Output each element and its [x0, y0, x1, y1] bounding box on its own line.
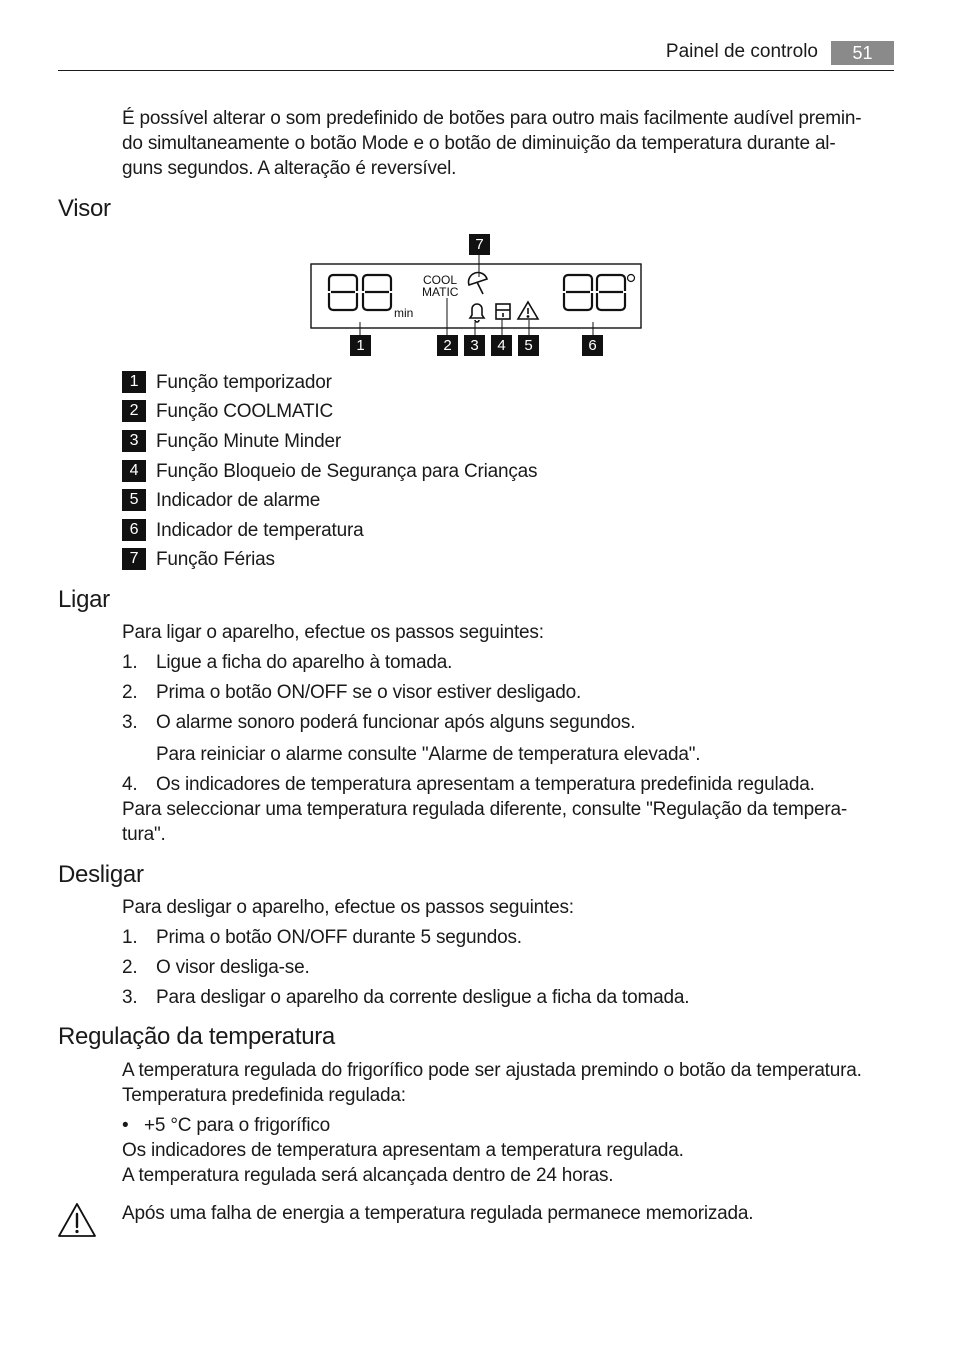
step-text: O visor desliga-se.	[156, 957, 310, 978]
bell-icon	[470, 304, 484, 322]
regulacao-line: A temperatura regulada do frigorífico pode ser ajustada premindo o botão da temperatura.	[122, 1060, 862, 1081]
legend-item	[122, 459, 537, 483]
regulacao-paragraph	[122, 1058, 912, 1108]
ligar-outro-line: Para seleccionar uma temperatura regulada diferente, consulte "Regulação da tempera-	[122, 799, 848, 820]
heading-visor: Visor	[58, 195, 111, 222]
right-digits	[564, 275, 625, 310]
callout-5: 5	[518, 335, 539, 356]
legend-label: Indicador de temperatura	[156, 519, 364, 541]
ligar-step	[122, 680, 581, 705]
legend-badge: 6	[122, 519, 146, 541]
degree-icon	[628, 275, 635, 282]
desligar-step	[122, 925, 522, 950]
ligar-outro	[122, 797, 902, 847]
warning-text: Após uma falha de energia a temperatura regulada permanece memorizada.	[122, 1203, 754, 1224]
step-text: Para reiniciar o alarme consulte "Alarme de temperatura elevada".	[156, 744, 701, 765]
unit-min: min	[394, 306, 414, 320]
intro-line: do simultaneamente o botão Mode e o botão de diminuição da temperatura durante al-	[122, 133, 836, 154]
legend-item	[122, 547, 275, 571]
callout-lines	[360, 255, 593, 335]
legend-badge: 5	[122, 489, 146, 511]
regulacao-after	[122, 1138, 912, 1188]
heading-regulacao: Regulação da temperatura	[58, 1023, 335, 1050]
intro-paragraph	[122, 106, 902, 181]
ligar-step	[122, 772, 815, 797]
step-number: 1.	[122, 927, 138, 948]
bullet-text: +5 °C para o frigorífico	[144, 1115, 331, 1136]
left-digits	[329, 275, 391, 310]
callout-2: 2	[437, 335, 458, 356]
regulacao-bullet	[122, 1113, 330, 1138]
ligar-step	[122, 710, 635, 735]
legend-label: Indicador de alarme	[156, 489, 321, 511]
callout-4: 4	[491, 335, 512, 356]
step-number: 4.	[122, 774, 138, 795]
step-text: O alarme sonoro poderá funcionar após alguns segundos.	[156, 712, 636, 733]
ligar-outro-line: tura".	[122, 824, 166, 845]
regulacao-line: Temperatura predefinida regulada:	[122, 1085, 406, 1106]
step-number: 3.	[122, 987, 138, 1008]
holiday-icon	[469, 273, 487, 294]
legend-item	[122, 370, 332, 394]
legend-badge: 2	[122, 400, 146, 422]
coolmatic-line1: COOL	[423, 273, 458, 287]
legend-label: Função Minute Minder	[156, 430, 342, 452]
ligar-step	[122, 650, 452, 675]
header-rule	[58, 70, 894, 71]
legend-badge: 3	[122, 430, 146, 452]
intro-line: É possível alterar o som predefinido de botões para outro mais facilmente audível premin-	[122, 108, 862, 129]
desligar-step	[122, 955, 310, 980]
display-diagram	[300, 230, 650, 360]
heading-ligar: Ligar	[58, 586, 110, 613]
warning-icon	[57, 1202, 97, 1238]
desligar-intro: Para desligar o aparelho, efectue os passos seguintes:	[122, 897, 574, 918]
alarm-warning-icon	[518, 302, 538, 319]
desligar-step	[122, 985, 689, 1010]
regulacao-after-line: A temperatura regulada será alcançada dentro de 24 horas.	[122, 1165, 614, 1186]
callout-1: 1	[350, 335, 371, 356]
legend-label: Função Férias	[156, 548, 275, 570]
legend-badge: 1	[122, 371, 146, 393]
page-number: 51	[831, 41, 894, 65]
coolmatic-line2: MATIC	[422, 285, 459, 299]
legend-item	[122, 399, 333, 423]
bullet-icon: •	[122, 1115, 129, 1136]
running-header-title: Painel de controlo	[665, 41, 818, 62]
child-lock-icon	[496, 304, 510, 319]
step-text: Para desligar o aparelho da corrente desligue a ficha da tomada.	[156, 987, 690, 1008]
step-number: 1.	[122, 652, 138, 673]
step-number: 2.	[122, 957, 138, 978]
regulacao-after-line: Os indicadores de temperatura apresentam a temperatura regulada.	[122, 1140, 684, 1161]
heading-desligar: Desligar	[58, 861, 144, 888]
legend-badge: 7	[122, 548, 146, 570]
legend-badge: 4	[122, 460, 146, 482]
step-text: Os indicadores de temperatura apresentam a temperatura predefinida regulada.	[156, 774, 815, 795]
ligar-step	[122, 742, 700, 767]
legend-label: Função COOLMATIC	[156, 400, 333, 422]
step-text: Prima o botão ON/OFF se o visor estiver desligado.	[156, 682, 582, 703]
ligar-intro: Para ligar o aparelho, efectue os passos seguintes:	[122, 622, 544, 643]
legend-label: Função Bloqueio de Segurança para Crianças	[156, 460, 538, 482]
callout-3: 3	[464, 335, 485, 356]
step-text: Prima o botão ON/OFF durante 5 segundos.	[156, 927, 522, 948]
step-number: 3.	[122, 712, 138, 733]
legend-item	[122, 518, 364, 542]
intro-line: guns segundos. A alteração é reversível.	[122, 158, 457, 179]
step-text: Ligue a ficha do aparelho à tomada.	[156, 652, 453, 673]
step-number: 2.	[122, 682, 138, 703]
callout-6: 6	[582, 335, 603, 356]
legend-item	[122, 429, 341, 453]
legend-label: Função temporizador	[156, 371, 332, 393]
legend-item	[122, 488, 320, 512]
callout-7: 7	[469, 234, 490, 255]
